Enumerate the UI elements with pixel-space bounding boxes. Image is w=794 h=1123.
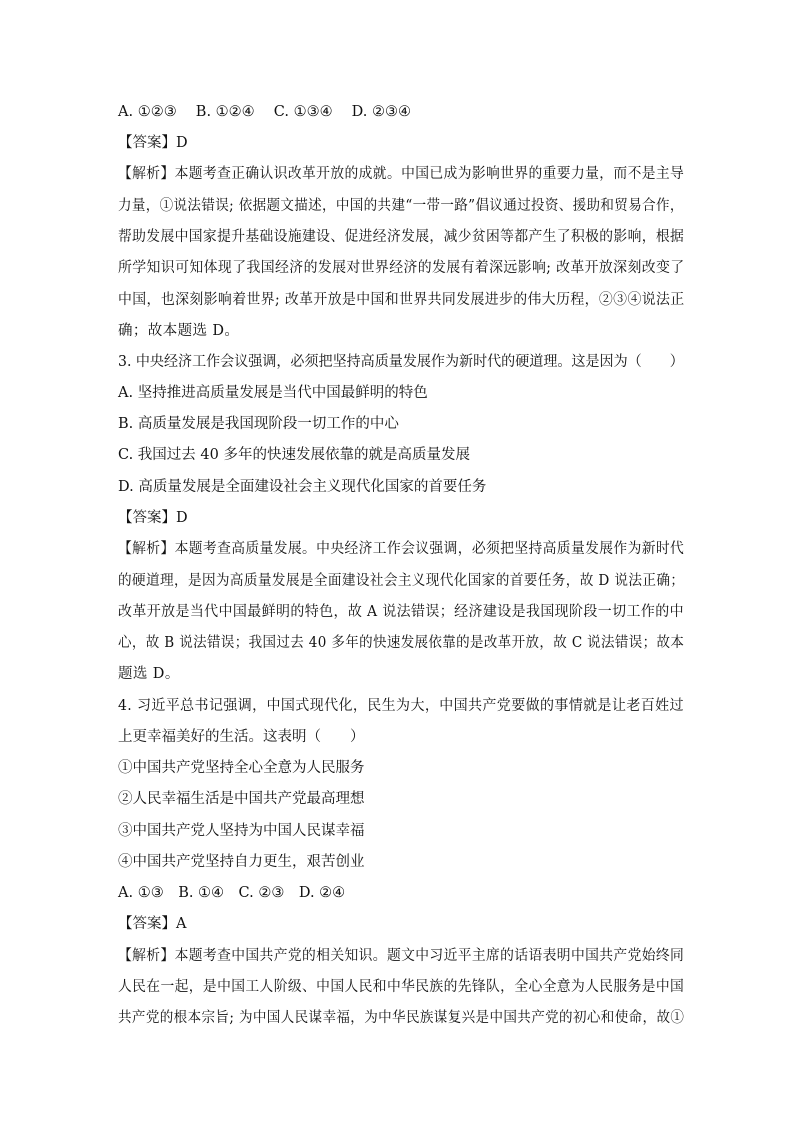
q2-analysis-line: 帮助发展中国家提升基础设施建设、促进经济发展，减少贫困等都产生了积极的影响，根据 xyxy=(118,229,685,245)
q4-analysis-line: 共产党的根本宗旨; 为中国人民谋幸福，为中华民族谋复兴是中国共产党的初心和使命，故① xyxy=(118,1010,685,1026)
q3-answer: 【答案】D xyxy=(118,510,188,526)
q3-analysis-line: 心，故 B 说法错误；我国过去 40 多年的快速发展依靠的是改革开放，故 C 说法错误；故本 xyxy=(118,635,685,651)
q2-analysis-line: 【解析】本题考查正确认识改革开放的成就。中国已成为影响世界的重要力量，而不是主导 xyxy=(118,166,685,182)
q4-analysis-line: 【解析】本题考查中国共产党的相关知识。题文中习近平主席的话语表明中国共产党始终同 xyxy=(118,948,685,964)
q4-options: A. ①③ B. ①④ C. ②③ D. ②④ xyxy=(118,885,346,901)
q2-analysis-line: 确；故本题选 D。 xyxy=(118,323,240,339)
q4-item-3: ③中国共产党人坚持为中国人民谋幸福 xyxy=(118,823,365,839)
q2-options: A. ①②③ B. ①②④ C. ①③④ D. ②③④ xyxy=(118,104,412,120)
q3-analysis-line: 的硬道理，是因为高质量发展是全面建设社会主义现代化国家的首要任务，故 D 说法正确； xyxy=(118,573,685,589)
q2-answer: 【答案】D xyxy=(118,135,188,151)
q2-analysis-line: 力量，①说法错误; 依据题文描述，中国的共建“一带一路”倡议通过投资、援助和贸易合作， xyxy=(118,198,684,214)
q4-item-1: ①中国共产党坚持全心全意为人民服务 xyxy=(118,760,365,776)
q4-analysis-line: 人民在一起，是中国工人阶级、中国人民和中华民族的先锋队，全心全意为人民服务是中国 xyxy=(118,979,685,995)
q3-option-d: D. 高质量发展是全面建设社会主义现代化国家的首要任务 xyxy=(118,479,487,495)
q4-item-4: ④中国共产党坚持自力更生，艰苦创业 xyxy=(118,854,365,870)
q3-option-a: A. 坚持推进高质量发展是当代中国最鲜明的特色 xyxy=(118,385,428,401)
q3-analysis-line: 【解析】本题考查高质量发展。中央经济工作会议强调，必须把坚持高质量发展作为新时代 xyxy=(118,541,685,557)
q4-stem-line: 4. 习近平总书记强调，中国式现代化，民生为大，中国共产党要做的事情就是让老百姓过 xyxy=(118,698,684,714)
q3-stem: 3. 中央经济工作会议强调，必须把坚持高质量发展作为新时代的硬道理。这是因为（ ） xyxy=(118,354,684,370)
q2-analysis-line: 所学知识可知体现了我国经济的发展对世界经济的发展有着深远影响; 改革开放深刻改变了 xyxy=(118,260,685,276)
q4-answer: 【答案】A xyxy=(118,916,187,932)
q3-analysis-line: 题选 D。 xyxy=(118,666,180,682)
q4-item-2: ②人民幸福生活是中国共产党最高理想 xyxy=(118,791,365,807)
q4-stem-line: 上更幸福美好的生活。这表明（ ） xyxy=(118,729,365,745)
q3-option-b: B. 高质量发展是我国现阶段一切工作的中心 xyxy=(118,416,399,432)
q2-analysis-line: 中国，也深刻影响着世界; 改革开放是中国和世界共同发展进步的伟大历程，②③④说法正 xyxy=(118,292,685,308)
q3-option-c: C. 我国过去 40 多年的快速发展依靠的就是高质量发展 xyxy=(118,447,470,463)
q3-analysis-line: 改革开放是当代中国最鲜明的特色，故 A 说法错误；经济建设是我国现阶段一切工作的中 xyxy=(118,604,684,620)
